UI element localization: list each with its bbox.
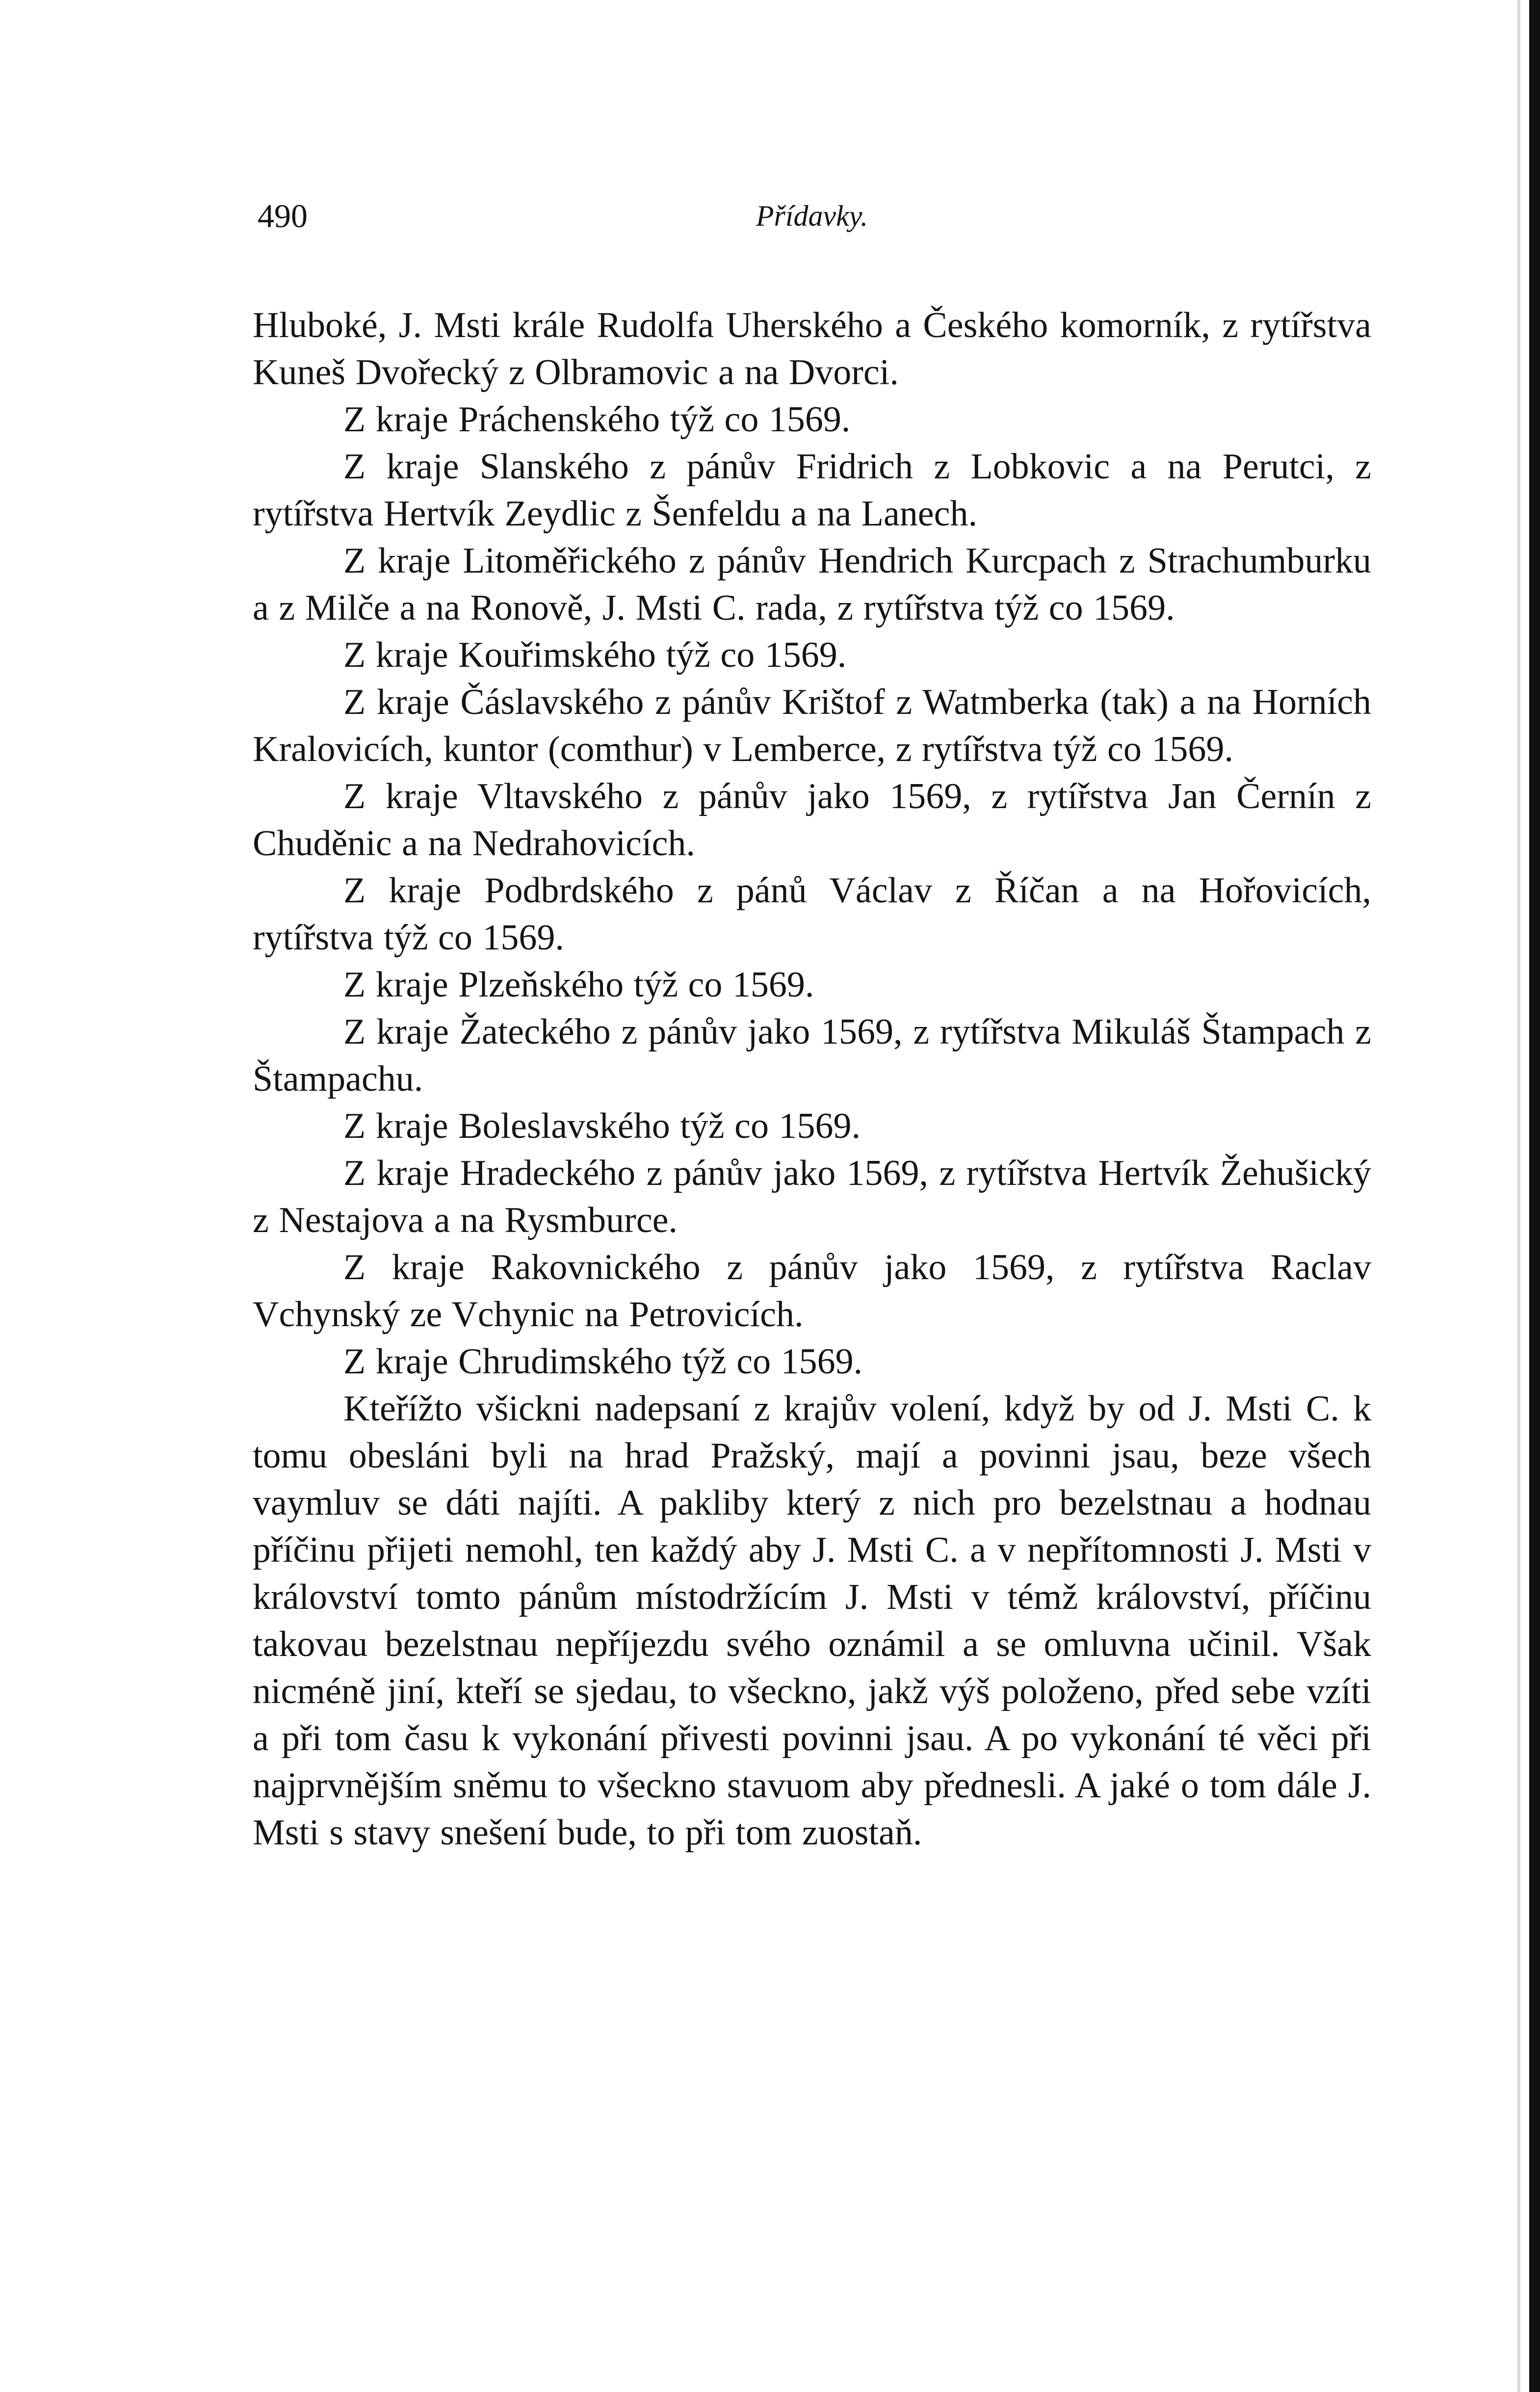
book-page <box>253 194 1371 1856</box>
paragraph: Z kraje Vltavského z pánův jako 1569, z rytířstva Jan Černín z Chuděnic a na Nedrahovicích. <box>253 776 1371 864</box>
paragraph: Hluboké, J. Msti krále Rudolfa Uherského a Českého komorník, z rytířstva Kuneš Dvořecký z Olbramovic a na Dvorci. <box>253 305 1371 393</box>
paragraph: Z kraje Hradeckého z pánův jako 1569, z rytířstva Hertvík Žehušický z Nestajova a na Rysmburce. <box>253 1153 1371 1240</box>
running-title: Přídavky. <box>756 200 868 232</box>
running-head <box>253 194 1371 253</box>
page-edge <box>1529 0 1540 2392</box>
paragraph: Z kraje Slanského z pánův Fridrich z Lobkovic a na Perutci, z rytířstva Hertvík Zeydlic z Šenfeldu a na Lanech. <box>253 447 1371 534</box>
paragraph: Z kraje Kouřimského týž co 1569. <box>343 635 847 675</box>
paragraph: Z kraje Žateckého z pánův jako 1569, z rytířstva Mikuláš Štampach z Štampachu. <box>253 1012 1371 1099</box>
paragraph: Z kraje Chrudimského týž co 1569. <box>343 1341 863 1382</box>
page-body <box>253 302 1371 1856</box>
paragraph: Z kraje Boleslavského týž co 1569. <box>343 1106 861 1146</box>
paragraph: Z kraje Litoměřického z pánův Hendrich Kurcpach z Strachumburku a z Milče a na Ronově, J. Msti C. rada, z rytířstva týž co 1569. <box>253 541 1371 628</box>
paragraph: Z kraje Práchenského týž co 1569. <box>343 399 851 440</box>
paragraph: Z kraje Plzeňského týž co 1569. <box>343 965 814 1005</box>
paragraph: Z kraje Rakovnického z pánův jako 1569, z rytířstva Raclav Vchynský ze Vchynic na Petrovicích. <box>253 1247 1371 1335</box>
paragraph: Kteřížto všickni nadepsaní z krajův volení, když by od J. Msti C. k tomu obesláni byli na hrad Pražský, mají a povinni jsau, beze všech vaymluv se dáti najíti. A pakliby který z nich pro bezelstnau a hodnau příčinu přijeti nemohl, ten každý aby J. Msti C. a v nepřítomnosti J. Msti v království tomto pánům místodržícím J. Msti v témž království, příčinu takovau bezelstnau nepříjezdu svého oznámil a se omluvna učinil. Však nicméně jiní, kteří se sjedau, to všeckno, jakž výš položeno, před sebe vzíti a při tom času k vykonání přivesti povinni jsau. A po vykonání té věci při najprvnějším sněmu to všeckno stavuom aby přednesli. A jaké o tom dále J. Msti s stavy snešení bude, to při tom zuostaň. <box>253 1389 1371 1853</box>
paragraph: Z kraje Čáslavského z pánův Krištof z Watmberka (tak) a na Horních Kralovicích, kuntor (comthur) v Lemberce, z rytířstva týž co 1569. <box>253 682 1371 769</box>
paragraph: Z kraje Podbrdského z pánů Václav z Říčan a na Hořovicích, rytířstva týž co 1569. <box>253 870 1371 958</box>
page-number: 490 <box>258 197 308 235</box>
page-gutter-shadow <box>1517 0 1520 2392</box>
